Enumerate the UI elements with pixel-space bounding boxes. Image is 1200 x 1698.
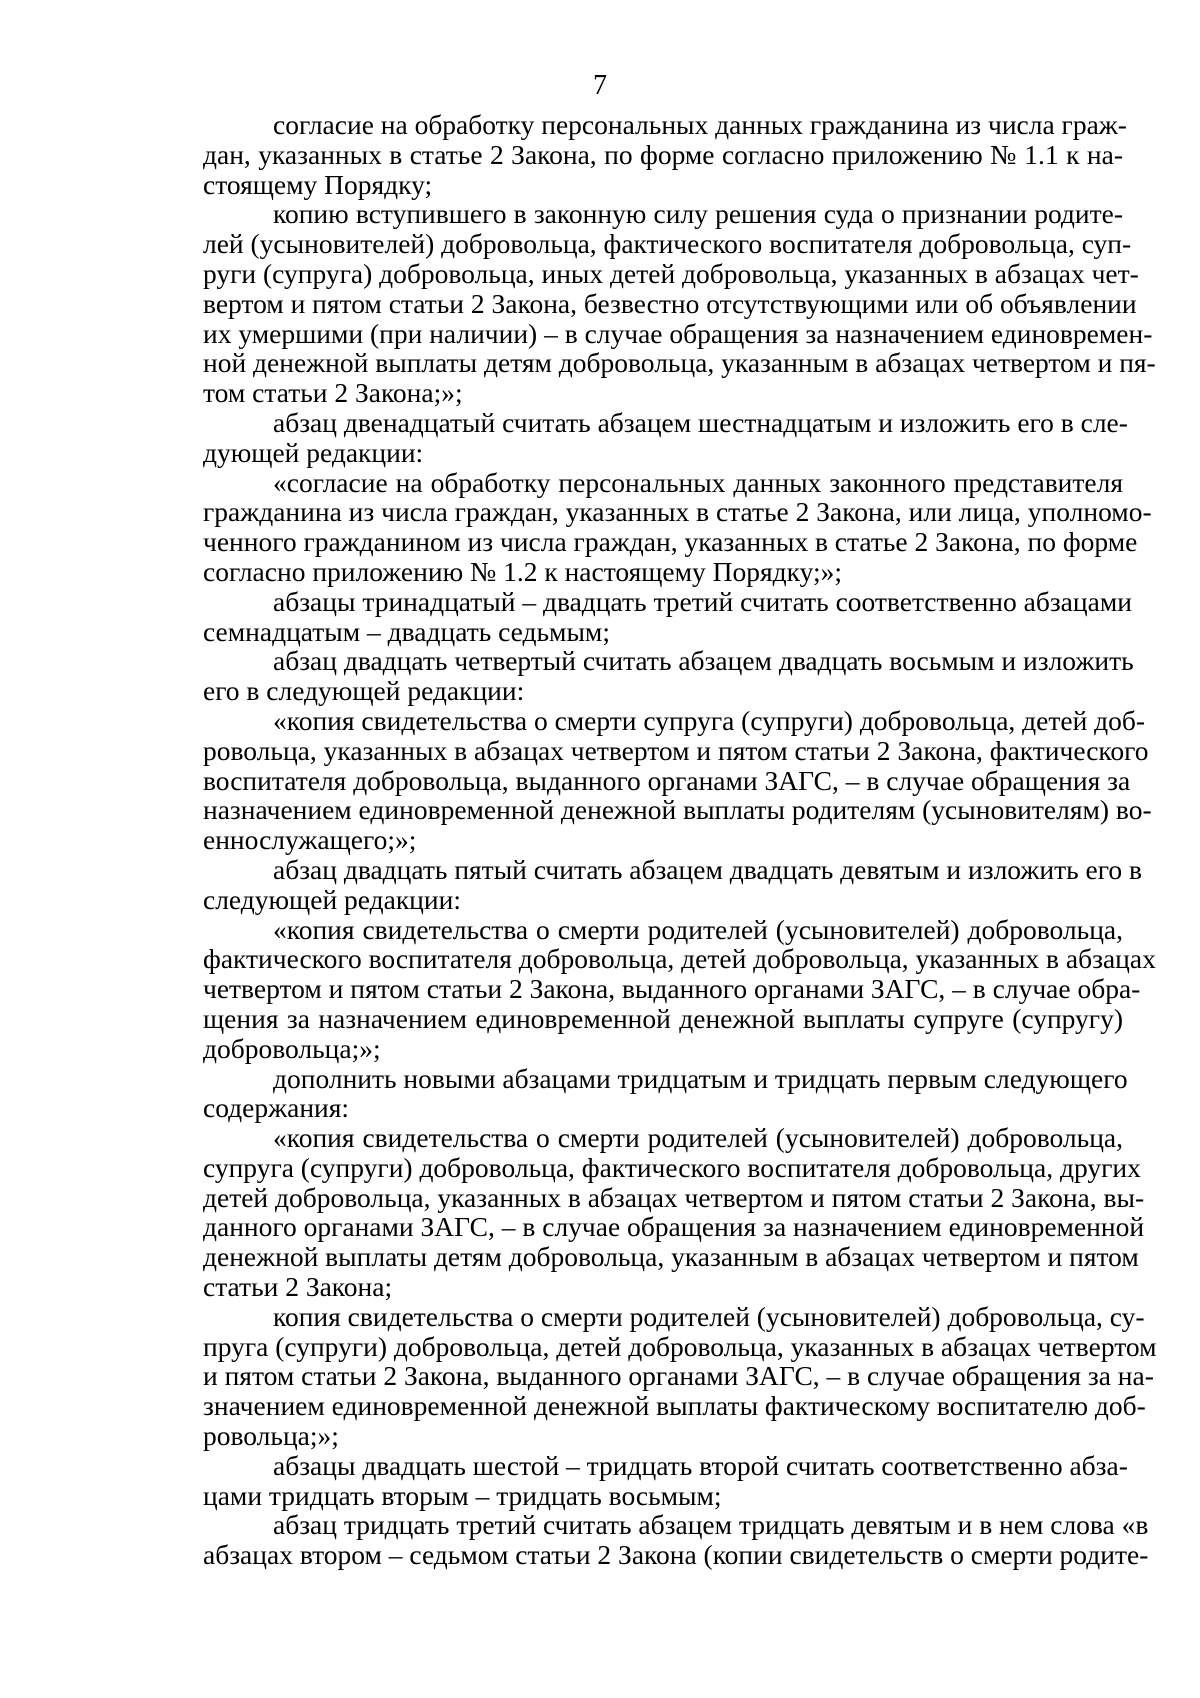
text-line: абзац двадцать четвертый считать абзацем двадцать восьмым и изложить (273, 645, 1134, 677)
paragraph (203, 1300, 1157, 1452)
text-line: копия свидетельства о смерти родителей (усыновителей) добровольца, су- (273, 1300, 1145, 1332)
text-line: дующей редакции: (203, 436, 424, 468)
text-line: «копия свидетельства о смерти родителей (усыновителей) добровольца, (273, 913, 1123, 945)
text-line: данного органами ЗАГС, – в случае обращения за назначением единовременной (203, 1211, 1145, 1243)
paragraph (203, 466, 1152, 587)
text-line: абзац тридцать третий считать абзацем тридцать девятым и в нем слова «в (273, 1509, 1149, 1541)
text-line: вертом и пятом статьи 2 Закона, безвестно отсутствующими или об объявлении (203, 287, 1137, 319)
paragraph (203, 406, 1128, 468)
text-line: еннослужащего;»; (203, 824, 417, 856)
paragraph (203, 109, 1127, 200)
text-line: добровольца;»; (203, 1032, 381, 1064)
text-line: абзацах втором – седьмом статьи 2 Закона (копии свидетельств о смерти родите- (203, 1539, 1149, 1571)
document-body (203, 109, 1157, 1571)
text-line: и пятом статьи 2 Закона, выданного органами ЗАГС, – в случае обращения за на- (203, 1360, 1154, 1392)
paragraph (203, 585, 1132, 647)
paragraph (203, 704, 1152, 856)
text-line: абзацы двадцать шестой – тридцать второй считать соответственно абза- (273, 1449, 1128, 1481)
paragraph (203, 198, 1156, 409)
text-line: значением единовременной денежной выплаты фактическому воспитателю доб- (203, 1390, 1146, 1422)
text-line: «согласие на обработку персональных данных законного представителя (273, 466, 1123, 498)
text-line: стоящему Порядку; (203, 168, 433, 200)
text-line: его в следующей редакции: (203, 675, 525, 707)
text-line: ной денежной выплаты детям добровольца, указанным в абзацах четвертом и пя- (203, 347, 1156, 379)
text-line: ченного гражданином из числа граждан, указанных в статье 2 Закона, по форме (203, 526, 1138, 558)
text-line: четвертом и пятом статьи 2 Закона, выданного органами ЗАГС, – в случае обра- (203, 973, 1141, 1005)
text-line: согласие на обработку персональных данных гражданина из числа граж- (273, 109, 1127, 140)
text-line: семнадцатым – двадцать седьмым; (203, 615, 610, 647)
text-line: ровольца;»; (203, 1420, 339, 1452)
text-line: гражданина из числа граждан, указанных в статье 2 Закона, или лица, уполномо- (203, 496, 1152, 528)
paragraph (203, 853, 1142, 915)
text-line: лей (усыновителей) добровольца, фактического воспитателя добровольца, суп- (203, 228, 1132, 260)
paragraph (203, 1509, 1149, 1571)
text-line: копию вступившего в законную силу решения суда о признании родите- (273, 198, 1123, 230)
text-line: назначением единовременной денежной выплаты родителям (усыновителям) во- (203, 794, 1152, 826)
paragraph (203, 645, 1134, 707)
text-line: супруга (супруги) добровольца, фактического воспитателя добровольца, других (203, 1151, 1141, 1183)
paragraph (203, 1062, 1128, 1124)
text-line: статьи 2 Закона; (203, 1271, 393, 1303)
text-line: дан, указанных в статье 2 Закона, по форме согласно приложению № 1.1 к на- (203, 138, 1123, 170)
paragraph (203, 1449, 1128, 1511)
text-line: их умершими (при наличии) – в случае обращения за назначением единовремен- (203, 317, 1153, 349)
text-line: «копия свидетельства о смерти родителей (усыновителей) добровольца, (273, 1122, 1123, 1154)
text-line: денежной выплаты детям добровольца, указанным в абзацах четвертом и пятом (203, 1241, 1139, 1273)
text-line: дополнить новыми абзацами тридцатым и тридцать первым следующего (273, 1062, 1128, 1094)
page-number: 7 (593, 70, 607, 101)
text-line: фактического воспитателя добровольца, детей добровольца, указанных в абзацах (203, 943, 1156, 975)
text-line: том статьи 2 Закона;»; (203, 377, 463, 409)
text-line: щения за назначением единовременной денежной выплаты супруге (супругу) (203, 1002, 1123, 1034)
text-line: согласно приложению № 1.2 к настоящему Порядку;»; (203, 555, 843, 587)
text-line: следующей редакции: (203, 883, 461, 915)
text-line: ровольца, указанных в абзацах четвертом и пятом статьи 2 Закона, фактического (203, 734, 1149, 766)
text-line: детей добровольца, указанных в абзацах четвертом и пятом статьи 2 Закона, вы- (203, 1181, 1145, 1213)
paragraph (203, 1122, 1145, 1303)
text-line: руги (супруга) добровольца, иных детей добровольца, указанных в абзацах чет- (203, 257, 1139, 289)
text-line: воспитателя добровольца, выданного органами ЗАГС, – в случае обращения за (203, 764, 1131, 796)
text-line: «копия свидетельства о смерти супруга (супруги) добровольца, детей доб- (273, 704, 1146, 736)
paragraph (203, 913, 1156, 1064)
text-line: абзац двадцать пятый считать абзацем двадцать девятым и изложить его в (273, 853, 1142, 885)
text-line: абзацы тринадцатый – двадцать третий считать соответственно абзацами (273, 585, 1132, 617)
text-line: пруга (супруги) добровольца, детей добровольца, указанных в абзацах четвертом (203, 1330, 1157, 1362)
text-line: содержания: (203, 1092, 350, 1124)
text-line: цами тридцать вторым – тридцать восьмым; (203, 1479, 722, 1511)
text-line: абзац двенадцатый считать абзацем шестнадцатым и изложить его в сле- (273, 406, 1128, 438)
